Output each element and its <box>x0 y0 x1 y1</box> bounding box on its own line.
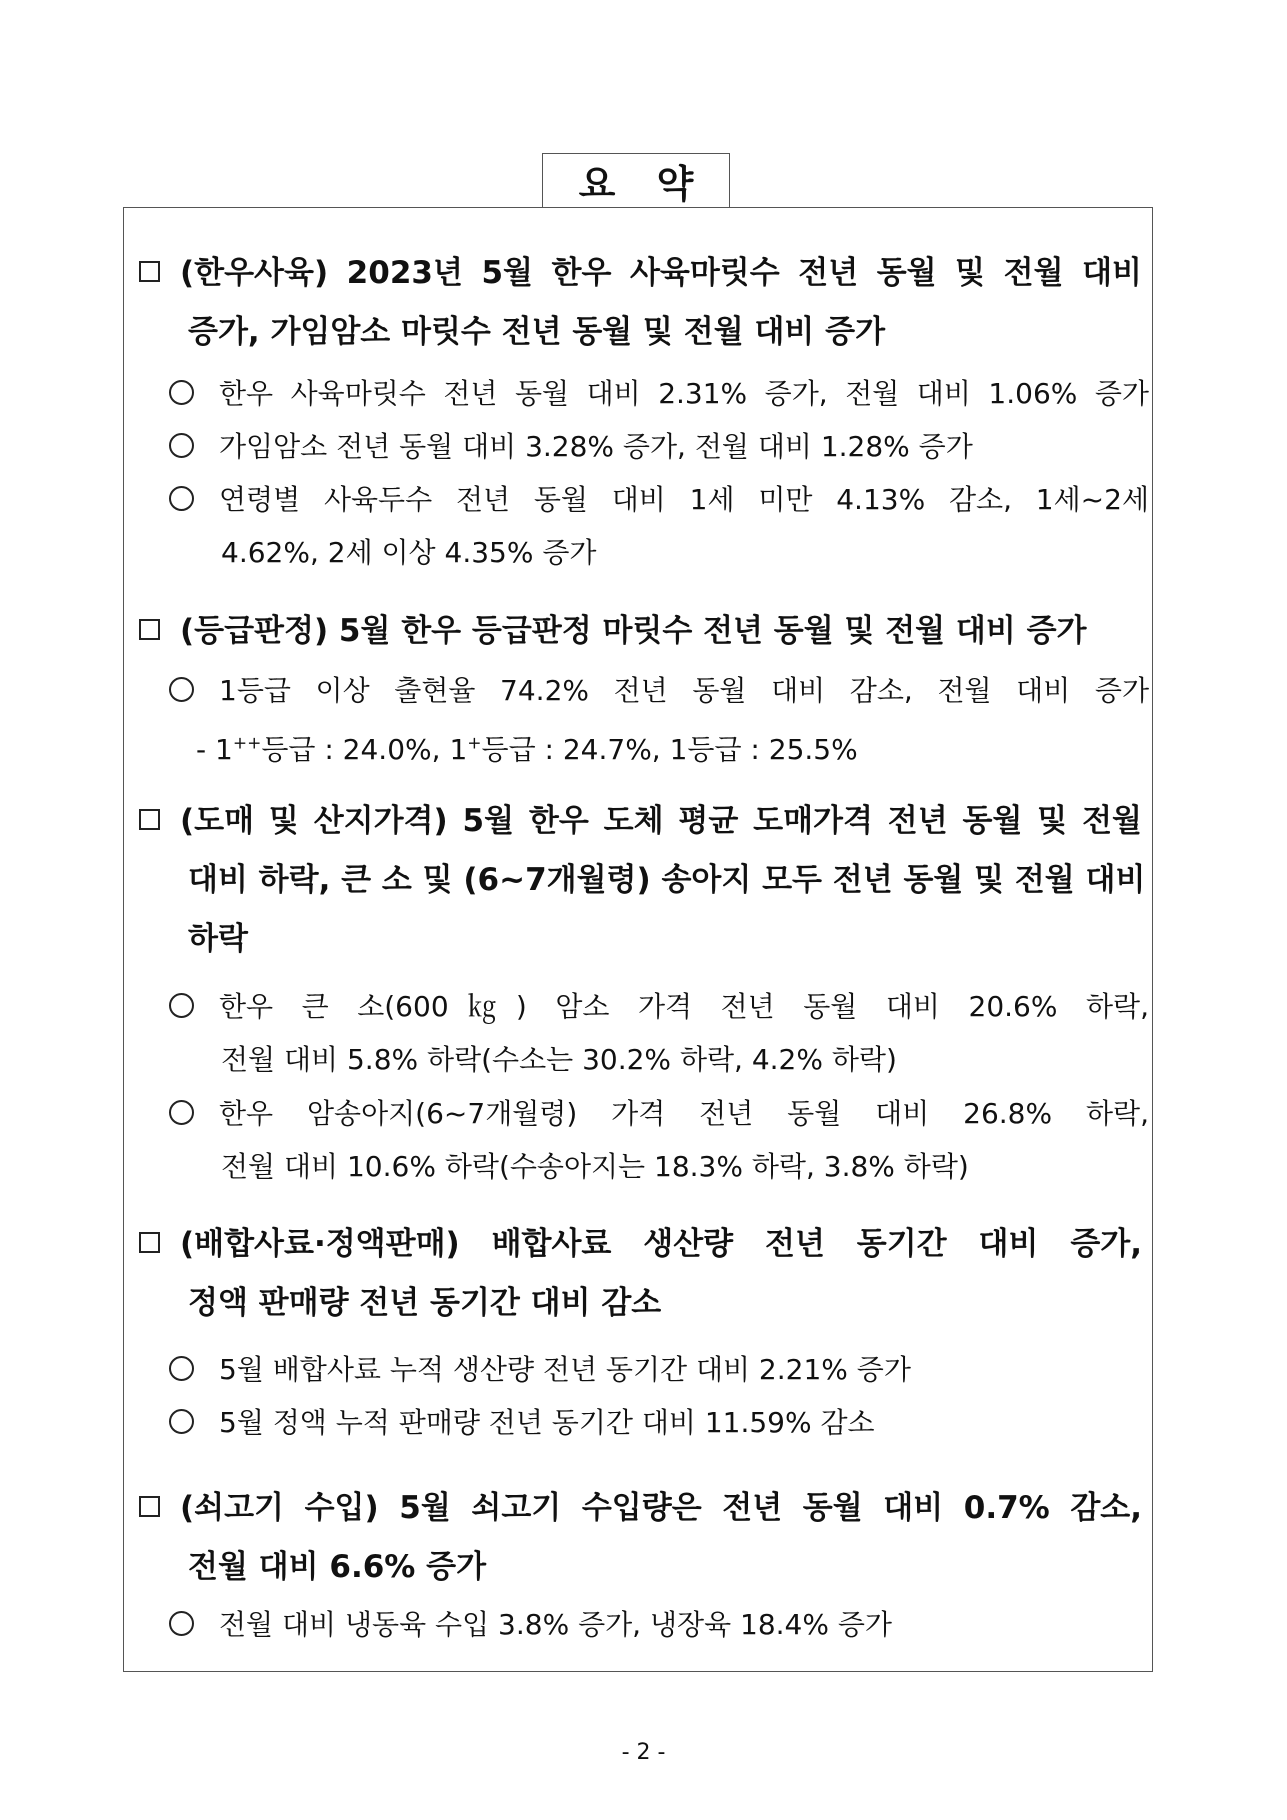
circle-bullet-icon <box>169 677 194 702</box>
grade-1pp-sup: ++ <box>232 733 262 754</box>
heading-line: (등급판정) 5월 한우 등급판정 마릿수 전년 동월 및 전월 대비 증가 <box>180 613 1087 649</box>
circle-bullet-icon <box>169 433 194 458</box>
checkbox-square-icon <box>139 261 160 282</box>
grade-1-text: 1등급 : 25.5% <box>669 733 858 766</box>
list-item <box>169 1406 875 1462</box>
item-text: 5월 정액 누적 판매량 전년 동기간 대비 11.59% 감소 <box>219 1406 875 1439</box>
list-item <box>169 377 1149 433</box>
item-text: 한우 암송아지(6~7개월령) 가격 전년 동월 대비 26.8% 하락, <box>219 1097 1149 1130</box>
heading-line: (도매 및 산지가격) 5월 한우 도체 평균 도매가격 전년 동월 및 전월 <box>180 803 1142 839</box>
heading-line: 정액 판매량 전년 동기간 대비 감소 <box>188 1285 662 1321</box>
list-item <box>169 430 973 486</box>
checkbox-square-icon <box>139 1496 160 1517</box>
heading-line: 하락 <box>188 921 248 957</box>
item-text: 한우 큰 소(600㎏) 암소 가격 전년 동월 대비 20.6% 하락, <box>219 990 1149 1023</box>
list-item <box>169 1353 911 1409</box>
list-item <box>169 1097 1149 1206</box>
circle-bullet-icon <box>169 1356 194 1381</box>
heading-line: (배합사료·정액판매) 배합사료 생산량 전년 동기간 대비 증가, <box>180 1226 1142 1262</box>
circle-bullet-icon <box>169 380 194 405</box>
item-text: 5월 배합사료 누적 생산량 전년 동기간 대비 2.21% 증가 <box>219 1353 911 1386</box>
list-item <box>169 674 1149 730</box>
heading-line: (한우사육) 2023년 5월 한우 사육마릿수 전년 동월 및 전월 대비 <box>180 255 1142 291</box>
page-number: - 2 - <box>621 1740 666 1765</box>
dash-marker: - <box>196 733 207 766</box>
list-item <box>169 990 1149 1099</box>
item-text: 한우 사육마릿수 전년 동월 대비 2.31% 증가, 전월 대비 1.06% 증가 <box>219 377 1149 410</box>
heading-line: 증가, 가임암소 마릿수 전년 동월 및 전월 대비 증가 <box>188 314 886 350</box>
item-text: 전월 대비 5.8% 하락(수소는 30.2% 하락, 4.2% 하락) <box>221 1043 897 1076</box>
grade-1p-number: 1 <box>449 733 468 766</box>
circle-bullet-icon <box>169 1611 194 1636</box>
checkbox-square-icon <box>139 619 160 640</box>
list-item <box>169 1608 892 1664</box>
section-heading-feed-semen <box>139 1226 1142 1347</box>
item-text: 1등급 이상 출현율 74.2% 전년 동월 대비 감소, 전월 대비 증가 <box>219 674 1149 707</box>
list-item <box>169 483 1149 592</box>
circle-bullet-icon <box>169 1100 194 1125</box>
section-heading-grading <box>139 613 1087 675</box>
grade-1p-sup: + <box>467 733 482 754</box>
heading-line: (쇠고기 수입) 5월 쇠고기 수입량은 전년 동월 대비 0.7% 감소, <box>180 1490 1142 1526</box>
heading-line: 대비 하락, 큰 소 및 (6~7개월령) 송아지 모두 전년 동월 및 전월 대비 <box>188 862 1146 898</box>
item-text: 연령별 사육두수 전년 동월 대비 1세 미만 4.13% 감소, 1세~2세 <box>219 483 1149 516</box>
circle-bullet-icon <box>169 1409 194 1434</box>
item-text: 가임암소 전년 동월 대비 3.28% 증가, 전월 대비 1.28% 증가 <box>219 430 973 463</box>
summary-title: 요 약 <box>542 153 730 208</box>
checkbox-square-icon <box>139 809 160 830</box>
circle-bullet-icon <box>169 486 194 511</box>
circle-bullet-icon <box>169 993 194 1018</box>
item-text: 전월 대비 10.6% 하락(수송아지는 18.3% 하락, 3.8% 하락) <box>221 1150 969 1183</box>
grade-1p-text: 등급 : 24.7%, <box>481 733 661 766</box>
grade-1pp-number: 1 <box>215 733 233 766</box>
item-text: 4.62%, 2세 이상 4.35% 증가 <box>221 536 597 569</box>
section-heading-prices <box>139 803 1146 983</box>
item-text: 전월 대비 냉동육 수입 3.8% 증가, 냉장육 18.4% 증가 <box>219 1608 892 1641</box>
heading-line: 전월 대비 6.6% 증가 <box>188 1549 487 1585</box>
checkbox-square-icon <box>139 1232 160 1253</box>
grade-breakdown <box>196 728 858 768</box>
section-heading-imports <box>139 1490 1142 1611</box>
section-heading-livestock <box>139 255 1142 376</box>
grade-1pp-text: 등급 : 24.0%, <box>261 733 441 766</box>
